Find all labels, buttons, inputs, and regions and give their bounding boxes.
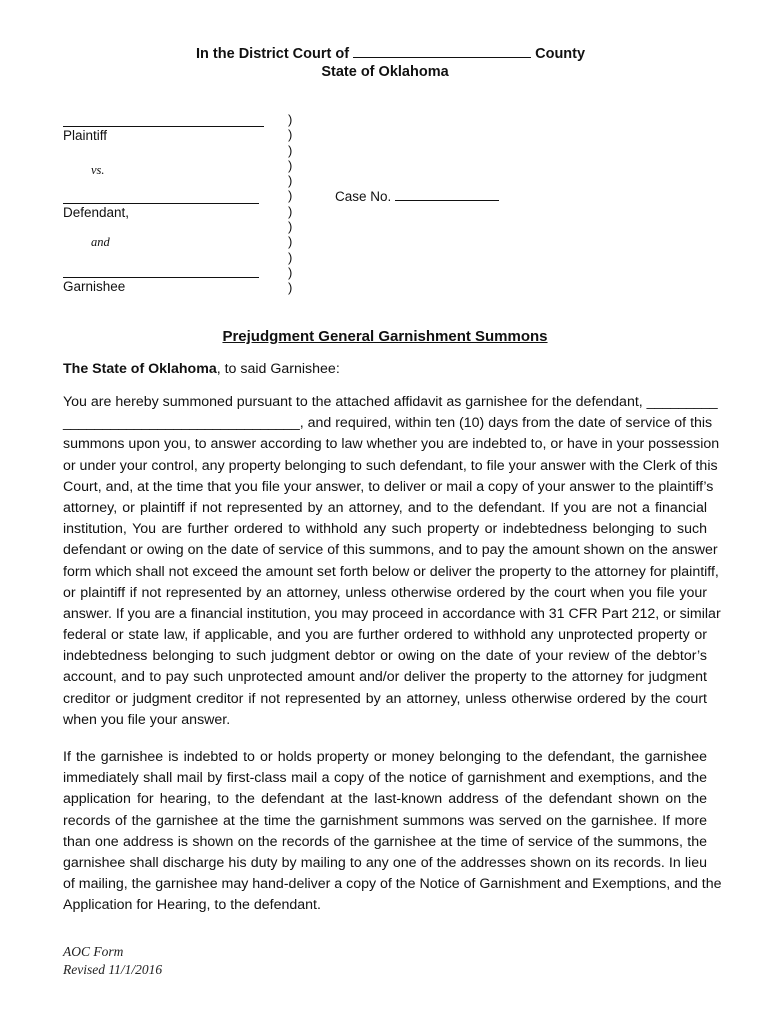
court-heading: [196, 46, 585, 62]
caption-brackets: [288, 112, 298, 296]
paragraph-line: records of the garnishee at the time the garnishment summons was served on the garnishee. If more: [63, 812, 707, 829]
case-no-label: Case No.: [335, 189, 392, 204]
garnishee-label: Garnishee: [63, 279, 126, 294]
caption-paren: ): [288, 280, 293, 296]
paragraph-line: form which shall not exceed the amount set forth below or deliver the property to the attorney for plaintiff,: [63, 563, 719, 580]
salutation-rest: , to said Garnishee:: [216, 361, 340, 377]
county-blank[interactable]: [353, 57, 531, 58]
caption-paren: ): [288, 203, 293, 219]
footer-form: AOC Form: [63, 944, 124, 959]
paragraph-line: garnishee shall discharge his duty by mailing to any one of the addresses shown on its records. In lieu: [63, 854, 707, 871]
document-title: Prejudgment General Garnishment Summons: [222, 328, 548, 345]
defendant-line[interactable]: [63, 203, 259, 204]
paragraph-line: account, and to pay such unprotected amount and/or deliver the property to the attorney for judgment: [63, 669, 707, 686]
salutation-state: The State of Oklahoma: [63, 361, 217, 377]
paragraph-line: creditor or judgment creditor if not represented by an attorney, unless otherwise ordered by the court: [63, 690, 707, 707]
case-number: [335, 189, 499, 204]
caption-paren: ): [288, 188, 293, 204]
paragraph-line: Court, and, at the time that you file your answer, to deliver or mail a copy of your answer to the plaintiff’s: [63, 478, 714, 495]
paragraph-line: federal or state law, if applicable, and you are further ordered to withhold any unprotected property or: [63, 627, 707, 644]
court-prefix: In the District Court of: [196, 46, 350, 62]
paragraph-line: ______________________________, and required, within ten (10) days from the date of service of this: [63, 415, 713, 432]
state-name: State of Oklahoma: [321, 64, 449, 80]
paragraph-line: attorney, or plaintiff if not represented by an attorney, and to the defendant. If you are not a financial: [63, 499, 707, 516]
paragraph-line: You are hereby summoned pursuant to the attached affidavit as garnishee for the defendant, _________: [63, 394, 718, 410]
paragraph-line: when you file your answer.: [63, 711, 231, 728]
court-suffix: County: [535, 46, 586, 62]
plaintiff-label: Plaintiff: [63, 128, 108, 143]
paragraph-line: Application for Hearing, to the defendant.: [63, 897, 321, 914]
paragraph-line: application for hearing, to the defendant at the last-known address of the defendant shown on the: [63, 791, 707, 808]
caption-paren: ): [288, 112, 293, 127]
and-label: and: [91, 235, 110, 249]
caption-paren: ): [288, 264, 293, 280]
paragraph-line: defendant or owing on the date of service of this summons, and to pay the amount shown on the answer: [63, 542, 718, 559]
vs-label: vs.: [91, 163, 105, 177]
case-no-blank[interactable]: [395, 200, 499, 201]
paragraph-line: institution, You are further ordered to withhold any such property or indebtedness belonging to such: [63, 521, 707, 538]
paragraph-line: or plaintiff if not represented by an attorney, unless otherwise ordered by the court when you file your: [63, 584, 707, 601]
paragraph-line: or under your control, any property belonging to such defendant, to file your answer with the Clerk of this: [63, 457, 718, 474]
paragraph-line: indebtedness belonging to such judgment debtor or owing on the date of your review of the debtor’s: [63, 648, 707, 665]
paragraph-line: immediately shall mail by first-class mail a copy of the notice of garnishment and exemptions, and the: [63, 770, 707, 787]
caption-paren: ): [288, 219, 293, 235]
paragraph-line: of mailing, the garnishee may hand-deliver a copy of the Notice of Garnishment and Exemptions, and the: [63, 876, 722, 893]
paragraph-line: If the garnishee is indebted to or holds property or money belonging to the defendant, the garnishee: [63, 749, 707, 765]
footer-revised: Revised 11/1/2016: [63, 962, 163, 977]
caption-paren: ): [288, 127, 293, 143]
garnishee-line[interactable]: [63, 277, 259, 278]
paragraph-line: summons upon you, to answer according to law whether you are indebted to, or have in your possession: [63, 436, 720, 453]
paragraph-line: answer. If you are a financial institution, you may proceed in accordance with 31 CFR Part 212, or similar: [63, 605, 721, 622]
caption-paren: ): [288, 142, 293, 158]
state-heading: [0, 64, 770, 80]
paragraph-line: than one address is shown on the records of the garnishee at the time of service of the summons, the: [63, 833, 707, 850]
caption-paren: ): [288, 234, 293, 250]
salutation: [63, 361, 340, 377]
plaintiff-line[interactable]: [63, 126, 264, 127]
caption-paren: ): [288, 173, 293, 189]
defendant-label: Defendant,: [63, 205, 130, 220]
caption-paren: ): [288, 157, 293, 173]
mailing-paragraph: [63, 747, 722, 917]
caption-paren: ): [288, 249, 293, 265]
summons-paragraph: [63, 392, 721, 731]
